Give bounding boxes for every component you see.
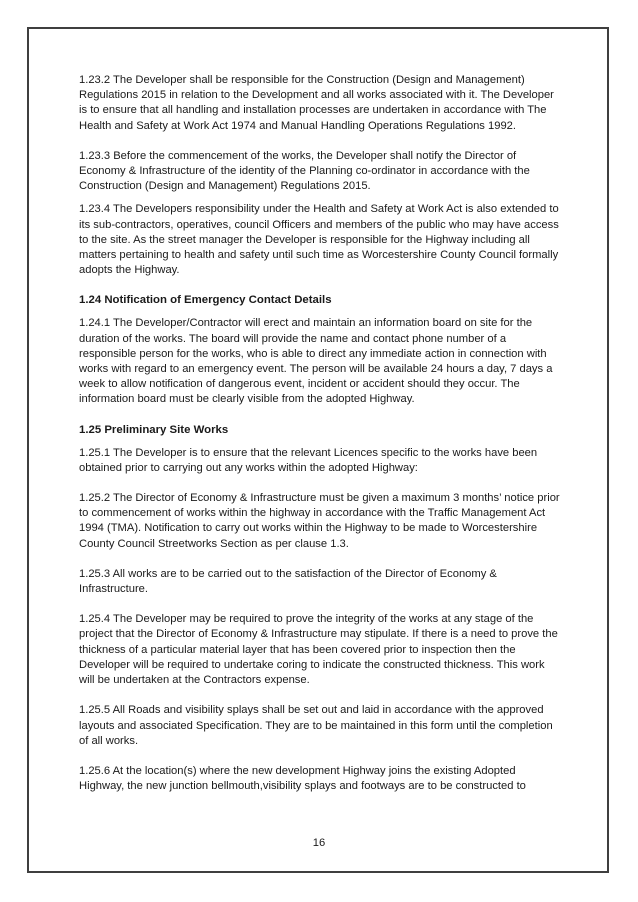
- section-heading-1-25: 1.25 Preliminary Site Works: [79, 423, 229, 436]
- paragraph-1-23-4: 1.23.4 The Developers responsibility under the Health and Safety at Work Act is also extended to its sub-contractors, operatives, council Officers and members of the public who may have access to the site. As the street manager the Developer is responsible for the Highway including all matters pertaining to health and safety until such time as Worcestershire County Council formally adopts the Highway.: [79, 203, 559, 277]
- paragraph-1-25-3: 1.25.3 All works are to be carried out to the satisfaction of the Director of Economy & Infrastructure.: [79, 567, 497, 596]
- paragraph-1-23-3: 1.23.3 Before the commencement of the works, the Developer shall notify the Director of Economy & Infrastructure of the identity of the Planning co-ordinator in accordance with the Construction (Design and Management) Regulations 2015.: [79, 149, 530, 193]
- paragraph-1-23-2: 1.23.2 The Developer shall be responsible for the Construction (Design and Management) Regulations 2015 in relation to the Development and all works associated with it. The Developer is to ensure that all handling and installation processes are undertaken in accordance with The Health and Safety at Work Act 1974 and Manual Handling Operations Regulations 1992.: [79, 74, 554, 132]
- paragraph-1-25-4: 1.25.4 The Developer may be required to prove the integrity of the works at any stage of the project that the Director of Economy & Infrastructure may stipulate. If there is a need to prove the thickness of a particular material layer that has been covered prior to inspection then the Developer will be required to undertake coring to indicate the constructed thickness. This work will be undertaken at the Contractors expense.: [79, 613, 558, 687]
- document-body: [79, 73, 563, 794]
- paragraph-1-25-6: 1.25.6 At the location(s) where the new development Highway joins the existing Adopted Highway, the new junction bellmouth,visibility splays and footways are to be constructed to: [79, 764, 526, 793]
- paragraph-1-25-1: 1.25.1 The Developer is to ensure that the relevant Licences specific to the works have been obtained prior to carrying out any works within the adopted Highway:: [79, 446, 538, 474]
- paragraph-1-25-5: 1.25.5 All Roads and visibility splays shall be set out and laid in accordance with the approved layouts and associated Specification. They are to be maintained in this form until the completion of all works.: [79, 704, 553, 747]
- paragraph-1-24-1: 1.24.1 The Developer/Contractor will erect and maintain an information board on site for the duration of the works. The board will provide the name and contact phone number of a responsible person for the works, who is able to direct any immediate action in connection with works with regard to an emergency event. The person will be available 24 hours a day, 7 days a week to allow notification of dangerous event, incident or accident should they occur. The information board must be clearly visible from the adopted Highway.: [79, 317, 553, 406]
- paragraph-1-25-2: 1.25.2 The Director of Economy & Infrastructure must be given a maximum 3 months’ notice prior to commencement of works within the highway in accordance with the Traffic Management Act 1994 (TMA). Notification to carry out works within the Highway to be made to Worcestershire County Council Streetworks Section as per clause 1.3.: [79, 492, 560, 550]
- page-number: 16: [312, 837, 326, 849]
- section-heading-1-24: 1.24 Notification of Emergency Contact Details: [79, 294, 332, 307]
